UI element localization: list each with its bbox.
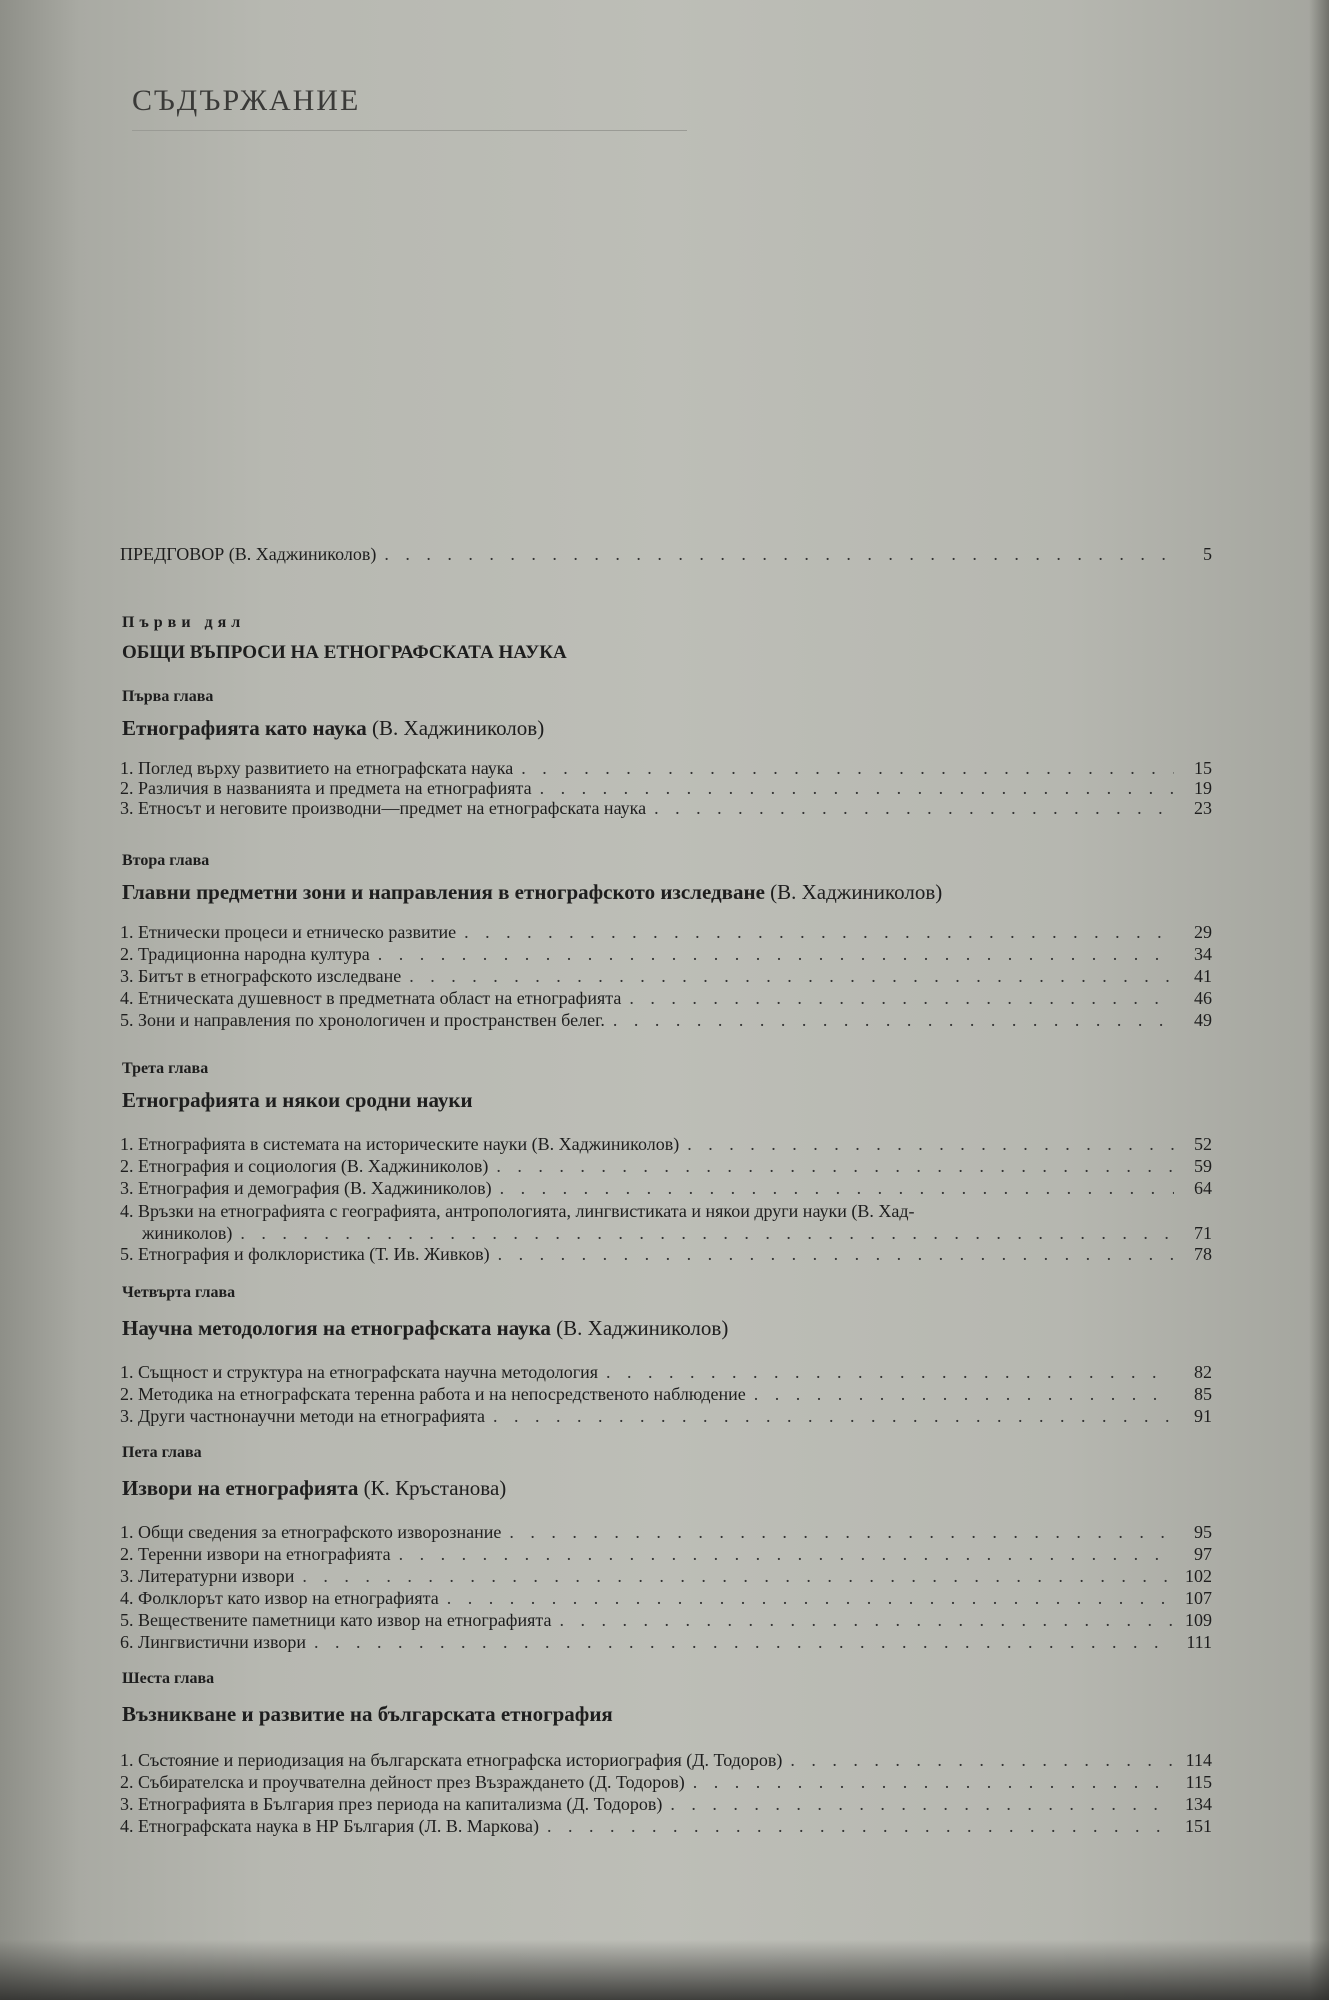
chapter-title: [122, 1702, 613, 1727]
leader-dots: [693, 1772, 1174, 1793]
toc-entry-page: 59: [1194, 1156, 1212, 1176]
toc-entry-text: 5. Зони и направления по хронологичен и пространствен белег.: [120, 1010, 605, 1030]
toc-entry-text: 2. Теренни извори на етнографията: [120, 1544, 391, 1564]
toc-entry: [120, 1178, 1212, 1202]
toc-entry: [120, 1156, 1212, 1180]
chapter-title-text: Етнографията и някои сродни науки: [122, 1088, 473, 1112]
part-label: Първи дял: [122, 614, 246, 631]
toc-entry: [120, 1772, 1212, 1796]
toc-entry-text: 1. Етнографията в системата на историческите науки (В. Хаджиниколов): [120, 1134, 680, 1154]
toc-entry-text: 2. Събирателска и проучвателна дейност през Възраждането (Д. Тодоров): [120, 1772, 685, 1792]
toc-entry-text: 3. Етносът и неговите производни—предмет на етнографската наука: [120, 798, 647, 818]
title-rule: [132, 130, 687, 131]
leader-dots: [447, 1588, 1174, 1609]
toc-entry-page: 82: [1194, 1362, 1212, 1382]
chapter-title-text: Главни предметни зони и направления в етнографското изследване: [122, 880, 765, 904]
toc-entry-page: 115: [1185, 1772, 1212, 1792]
toc-entry-text: 4. Връзки на етнографията с географията, антропологията, лингвистиката и някои други науки (В. Хад-: [120, 1201, 915, 1221]
chapter-author: (В. Хаджиниколов): [556, 1316, 729, 1340]
leader-dots: [687, 1134, 1174, 1155]
toc-entry-text: 4. Фолклорът като извор на етнографията: [120, 1588, 439, 1608]
toc-entry-page: 95: [1194, 1522, 1212, 1542]
toc-entry-page: 85: [1194, 1384, 1212, 1404]
chapter-title: [122, 1476, 506, 1501]
toc-entry-page: 46: [1194, 988, 1212, 1008]
leader-dots: [240, 1222, 1174, 1244]
toc-entry: [120, 1632, 1212, 1656]
chapter-label: Трета глава: [122, 1060, 209, 1077]
chapter-title-text: Научна методология на етнографската наука: [122, 1316, 551, 1340]
chapter-title: [122, 716, 544, 741]
toc-entry: [120, 798, 1212, 822]
chapter-title-text: Етнографията като наука: [122, 716, 367, 740]
preface-page: 5: [1203, 544, 1212, 564]
toc-entry-page: 23: [1194, 798, 1212, 818]
toc-entry-text: 3. Етнография и демография (В. Хаджиниколов): [120, 1178, 492, 1198]
toc-entry-text: 3. Етнографията в България през периода на капитализма (Д. Тодоров): [120, 1794, 663, 1814]
chapter-author: (В. Хаджиниколов): [372, 716, 545, 740]
toc-entry-page: 49: [1194, 1010, 1212, 1030]
toc-entry: [120, 1610, 1212, 1634]
chapter-label: Втора глава: [122, 852, 210, 869]
leader-dots: [509, 1522, 1174, 1543]
toc-entry-page: 15: [1194, 758, 1212, 778]
toc-entry: [120, 988, 1212, 1012]
toc-entry-page: 64: [1194, 1178, 1212, 1198]
toc-entry: [120, 1816, 1212, 1840]
leader-dots: [540, 778, 1174, 799]
toc-entry-page: 134: [1185, 1794, 1212, 1814]
toc-entry: [120, 1134, 1212, 1158]
toc-entry: [120, 1200, 1212, 1244]
toc-entry-text: 5. Веществените паметници като извор на етнографията: [120, 1610, 552, 1630]
leader-dots: [521, 758, 1174, 779]
toc-entry: [120, 1544, 1212, 1568]
chapter-author: (В. Хаджиниколов): [770, 880, 943, 904]
toc-entry-text: 1. Общи сведения за етнографското изворознание: [120, 1522, 502, 1542]
toc-entry-text: 6. Лингвистични извори: [120, 1632, 307, 1652]
preface-entry: [120, 544, 1212, 568]
toc-entry: [120, 1244, 1212, 1268]
toc-entry-page: 151: [1185, 1816, 1212, 1836]
toc-entry: [120, 1010, 1212, 1034]
leader-dots: [547, 1816, 1174, 1837]
chapter-title: [122, 1088, 473, 1113]
preface-label: ПРЕДГОВОР (В. Хаджиниколов): [120, 544, 377, 564]
toc-entry-page: 109: [1185, 1610, 1212, 1630]
leader-dots: [670, 1794, 1174, 1815]
toc-entry-text: 4. Етническата душевност в предметната област на етнографията: [120, 988, 622, 1008]
chapter-title-text: Възникване и развитие на българската етнография: [122, 1702, 613, 1726]
leader-dots: [790, 1750, 1174, 1771]
toc-entry-page: 19: [1194, 778, 1212, 798]
toc-entry-page: 91: [1194, 1406, 1212, 1426]
leader-dots: [409, 966, 1174, 987]
toc-entry-text: 3. Други частнонаучни методи на етнографията: [120, 1406, 486, 1426]
leader-dots: [314, 1632, 1174, 1653]
chapter-author: (К. Кръстанова): [363, 1476, 507, 1500]
leader-dots: [629, 988, 1174, 1009]
toc-entry-page: 107: [1185, 1588, 1212, 1608]
chapter-label: Пета глава: [122, 1444, 202, 1461]
leader-dots: [464, 922, 1174, 943]
toc-entry-page: 97: [1194, 1544, 1212, 1564]
toc-entry-page: 78: [1194, 1244, 1212, 1264]
leader-dots: [500, 1178, 1174, 1199]
chapter-label: Четвърта глава: [122, 1284, 236, 1301]
toc-entry: [120, 1522, 1212, 1546]
toc-entry-text: 2. Етнография и социология (В. Хаджиниколов): [120, 1156, 489, 1176]
toc-entry-page: 29: [1194, 922, 1212, 942]
toc-entry-text-cont: жиниколов): [142, 1223, 233, 1243]
toc-entry: [120, 1794, 1212, 1818]
leader-dots: [754, 1384, 1174, 1405]
leader-dots: [498, 1244, 1174, 1265]
leader-dots: [302, 1566, 1174, 1587]
part-title: ОБЩИ ВЪПРОСИ НА ЕТНОГРАФСКАТА НАУКА: [122, 642, 567, 663]
leader-dots: [613, 1010, 1174, 1031]
leader-dots: [384, 544, 1174, 565]
page-edge-shadow: [1309, 0, 1329, 2000]
toc-entry: [120, 1384, 1212, 1408]
leader-dots: [399, 1544, 1174, 1565]
toc-entry-text: 1. Поглед върху развитието на етнографската наука: [120, 758, 514, 778]
toc-entry-text: 2. Традиционна народна култура: [120, 944, 370, 964]
toc-entry: [120, 966, 1212, 990]
chapter-title-text: Извори на етнографията: [122, 1476, 359, 1500]
page-title: СЪДЪРЖАНИЕ: [132, 84, 361, 117]
toc-entry-page: 111: [1186, 1632, 1212, 1652]
toc-entry-page: 52: [1194, 1134, 1212, 1154]
toc-entry-text: 2. Различия в названията и предмета на етнографията: [120, 778, 532, 798]
toc-entry: [120, 944, 1212, 968]
toc-entry-text: 3. Литературни извори: [120, 1566, 295, 1586]
leader-dots: [493, 1406, 1174, 1427]
toc-entry-page: 41: [1194, 966, 1212, 986]
toc-entry-text: 4. Етнографската наука в НР България (Л. В. Маркова): [120, 1816, 539, 1836]
toc-entry: [120, 1362, 1212, 1386]
toc-entry-text: 3. Битът в етнографското изследване: [120, 966, 402, 986]
leader-dots: [378, 944, 1174, 965]
toc-entry: [120, 1406, 1212, 1430]
page-bottom-shadow: [0, 1940, 1329, 2000]
chapter-title: [122, 1316, 728, 1341]
leader-dots: [559, 1610, 1174, 1631]
toc-entry-text: 2. Методика на етнографската теренна работа и на непосредственото наблюдение: [120, 1384, 746, 1404]
chapter-label: Първа глава: [122, 688, 214, 705]
toc-entry: [120, 1588, 1212, 1612]
toc-entry-text: 1. Етнически процеси и етническо развитие: [120, 922, 457, 942]
toc-entry-text: 5. Етнография и фолклористика (Т. Ив. Живков): [120, 1244, 490, 1264]
toc-entry-page: 34: [1194, 944, 1212, 964]
chapter-title: [122, 880, 942, 905]
chapter-label: Шеста глава: [122, 1670, 215, 1687]
toc-entry-page: 71: [1194, 1223, 1212, 1243]
toc-entry-text: 1. Състояние и периодизация на българската етнографска историография (Д. Тодоров): [120, 1750, 783, 1770]
toc-entry: [120, 922, 1212, 946]
leader-dots: [606, 1362, 1174, 1383]
toc-entry: [120, 1566, 1212, 1590]
toc-entry-text: 1. Същност и структура на етнографската научна методология: [120, 1362, 598, 1382]
toc-entry-page: 102: [1185, 1566, 1212, 1586]
leader-dots: [654, 798, 1174, 819]
toc-entry: [120, 1750, 1212, 1774]
toc-entry-page: 114: [1185, 1750, 1212, 1770]
leader-dots: [496, 1156, 1174, 1177]
